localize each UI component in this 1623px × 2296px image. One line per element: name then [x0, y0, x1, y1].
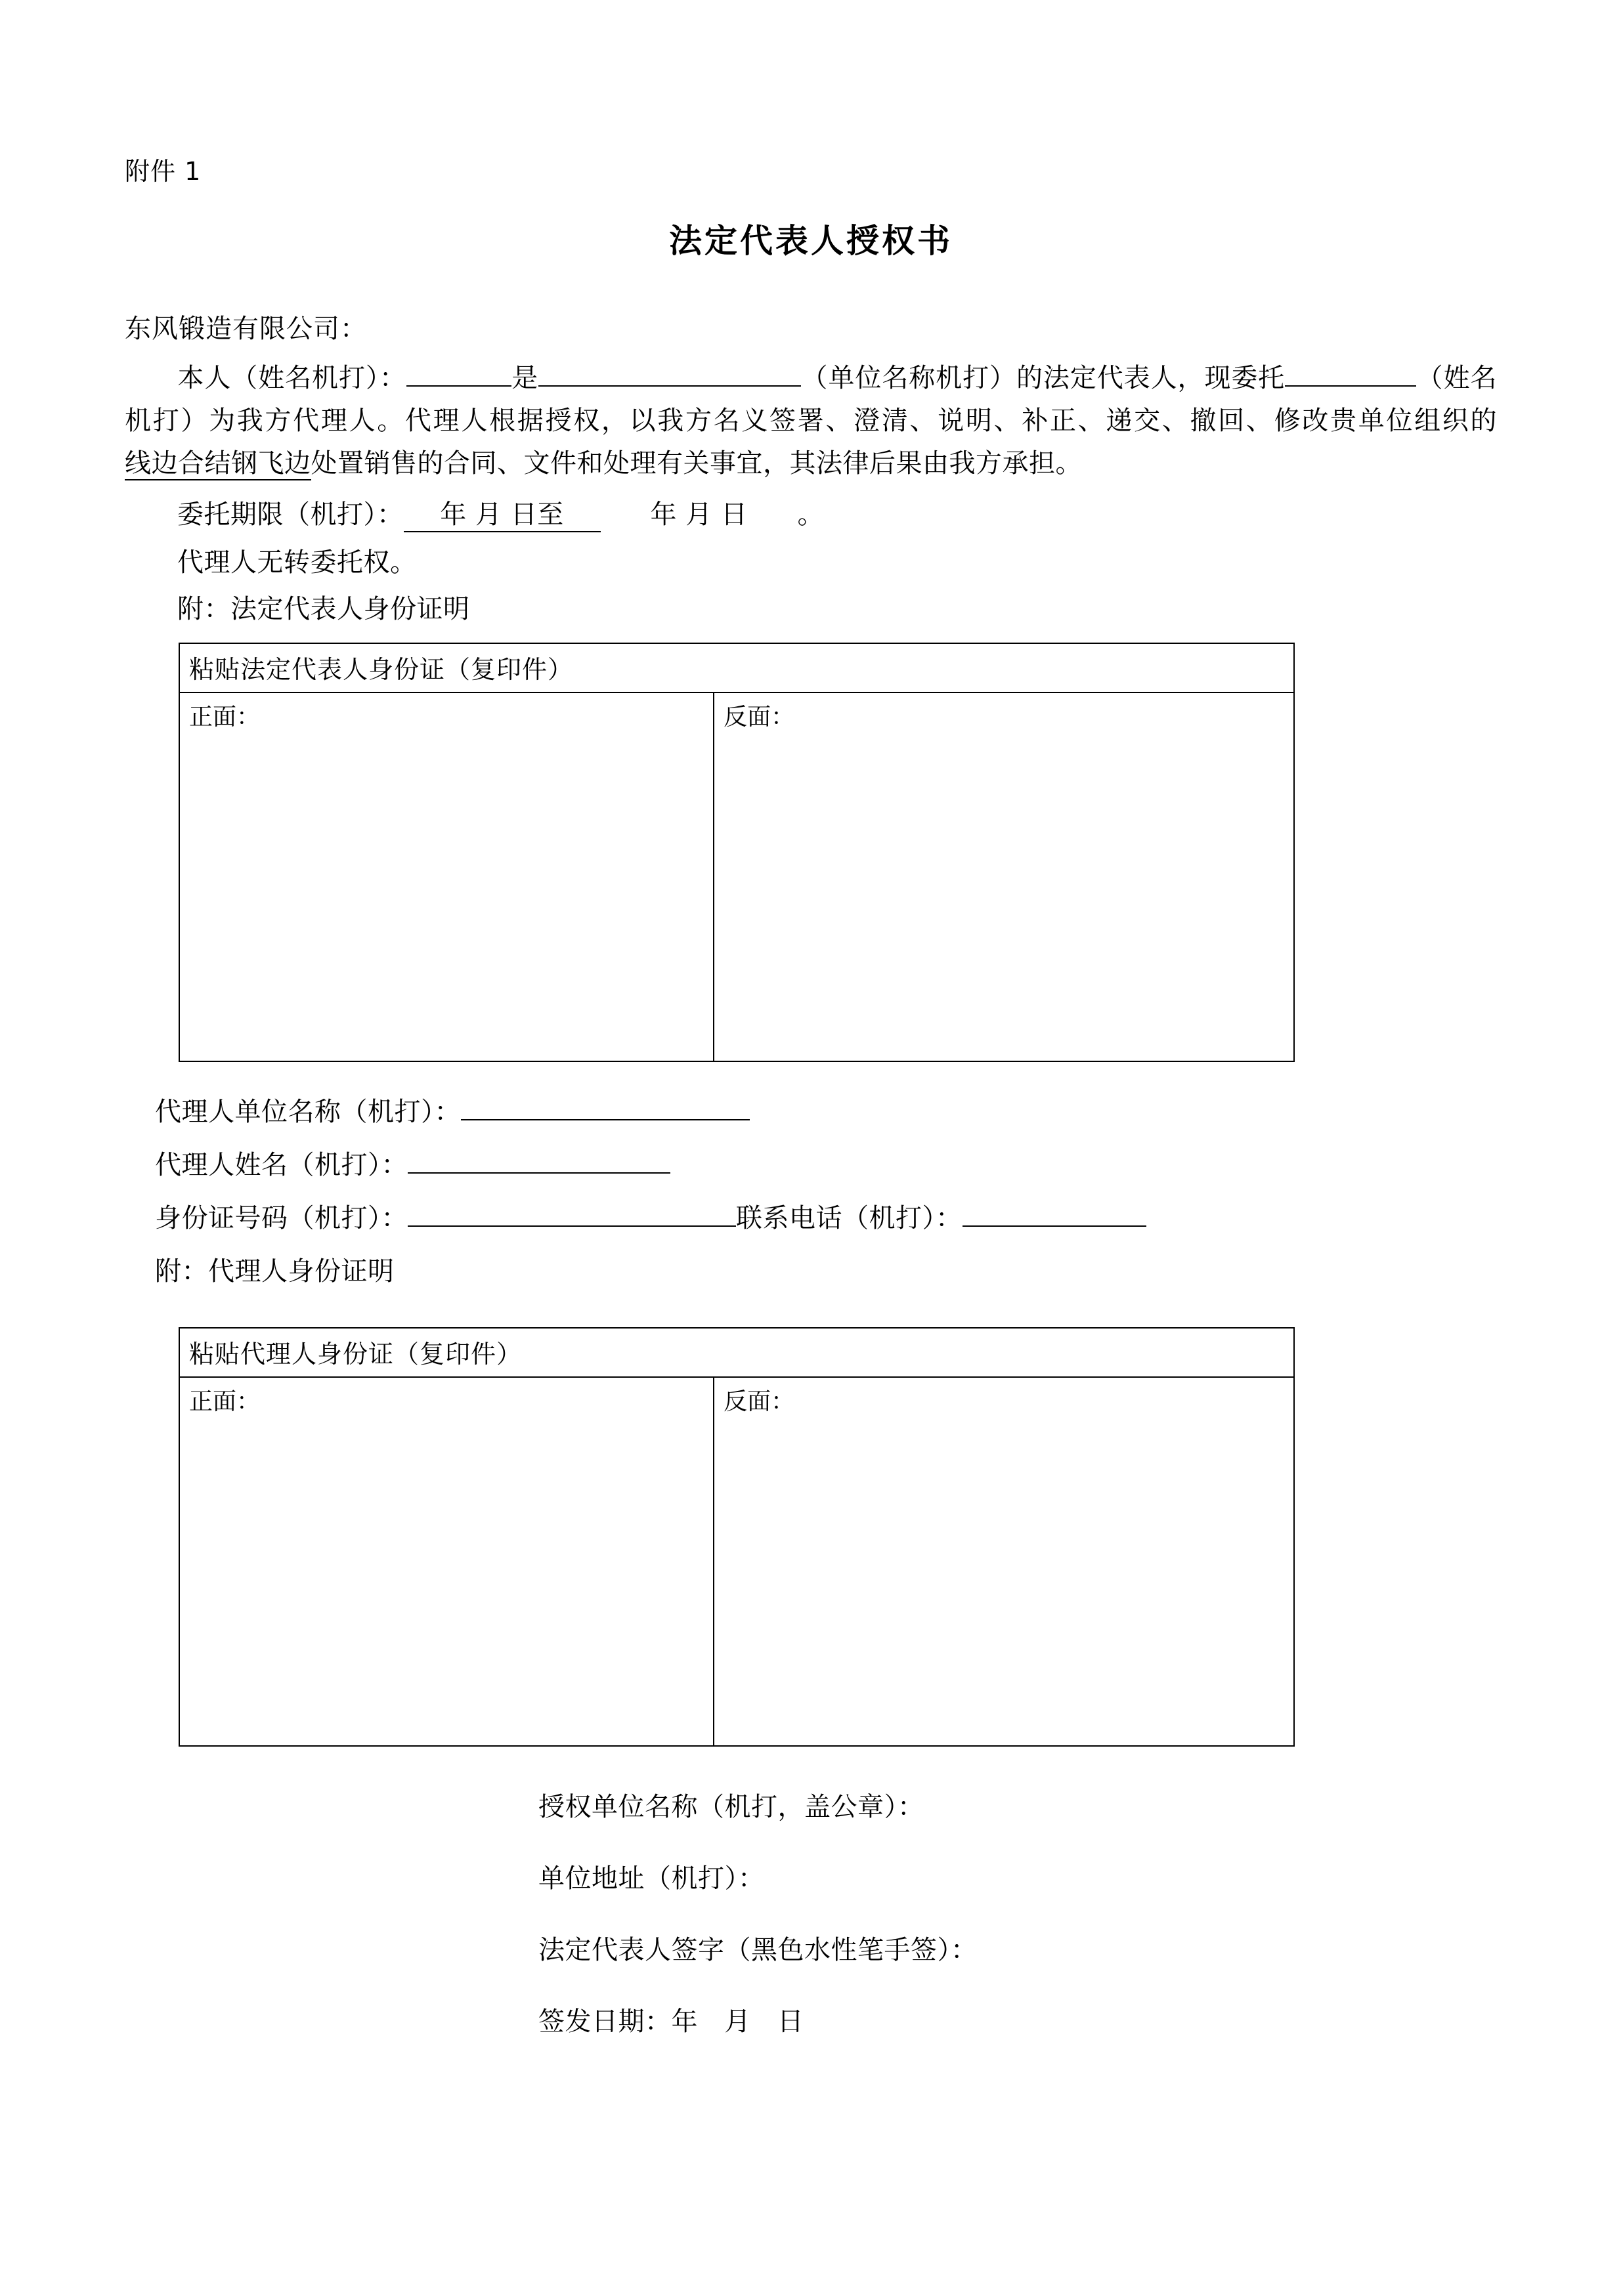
agent-id-paste-box	[179, 1327, 1295, 1747]
legal-rep-signature-line: 法定代表人签字（黑色水性笔手签）：	[538, 1935, 978, 1966]
agent-id-front-label: 正面：	[189, 1388, 261, 1416]
agent-company-input[interactable]	[461, 1119, 750, 1120]
para-after-blank3: （姓名机打）为我方代理人。代理人根据授权，以我方名义签署、澄清、说明、补正、递交、撤回、修改贵单位组织的	[125, 363, 1498, 436]
company-name-blank-input[interactable]	[538, 385, 801, 387]
addressee: 东风锻造有限公司：	[125, 314, 367, 344]
issue-date-line	[538, 2001, 1497, 2038]
legal-rep-id-paste-box	[179, 643, 1295, 1062]
agent-name-input[interactable]	[408, 1172, 670, 1174]
attach-agent-text: 附：代理人身份证明	[155, 1256, 395, 1287]
agent-id-front-cell[interactable]	[180, 1378, 714, 1745]
attach-agent-line	[155, 1250, 1497, 1288]
agent-id-label: 身份证号码（机打）：	[155, 1203, 408, 1234]
name-blank-input[interactable]	[406, 385, 511, 387]
term-start-input[interactable]: 年 月 日至	[404, 494, 601, 532]
signature-block	[538, 1786, 1497, 2038]
para-after-blank2: （单位名称机打）的法定代表人，现委托	[801, 363, 1286, 393]
no-subdelegate-line	[125, 542, 1497, 579]
page-title: 法定代表人授权书	[669, 222, 953, 260]
legal-rep-id-back-cell[interactable]	[714, 693, 1293, 1061]
attach-legal-rep-text: 附：法定代表人身份证明	[177, 594, 470, 625]
unit-address-line: 单位地址（机打）：	[538, 1863, 765, 1894]
agent-name-field	[155, 1144, 1497, 1181]
agent-name-label: 代理人姓名（机打）：	[155, 1150, 408, 1181]
agent-id-back-cell[interactable]	[714, 1378, 1293, 1745]
legal-rep-id-front-cell[interactable]	[180, 693, 714, 1061]
term-label: 委托期限（机打）：	[177, 500, 404, 530]
term-period: 。	[797, 500, 824, 530]
agent-id-box-columns	[180, 1378, 1293, 1745]
agent-company-field	[155, 1091, 1497, 1128]
agent-id-phone-field	[155, 1197, 1497, 1235]
agent-phone-label: 联系电话（机打）：	[736, 1203, 963, 1234]
authorization-paragraph	[125, 357, 1497, 484]
legal-rep-id-front-label: 正面：	[189, 704, 261, 731]
agent-id-input[interactable]	[408, 1225, 736, 1227]
subject-underlined: 线边合结钢飞边	[125, 448, 311, 480]
issue-date-label: 签发日期：	[538, 2007, 672, 2037]
agent-phone-input[interactable]	[963, 1225, 1146, 1227]
term-line	[125, 494, 1497, 532]
legal-rep-id-box-columns	[180, 693, 1293, 1061]
term-end-input[interactable]: 年 月 日	[650, 500, 748, 530]
legal-rep-id-box-title: 粘贴法定代表人身份证（复印件）	[180, 644, 1293, 693]
agent-id-back-label: 反面：	[724, 1388, 795, 1416]
document-sheet	[125, 151, 1497, 2072]
authorizing-unit-name-line: 授权单位名称（机打，盖公章）：	[538, 1792, 924, 1823]
issue-date-value[interactable]: 年 月 日	[671, 2007, 813, 2037]
agent-info-fields	[155, 1091, 1497, 1288]
agent-name-blank-input[interactable]	[1285, 385, 1416, 387]
no-subdelegate-text: 代理人无转委托权。	[177, 547, 417, 578]
para-lead: 本人（姓名机打）：	[177, 363, 406, 393]
legal-rep-id-back-label: 反面：	[724, 704, 795, 731]
agent-id-box-title: 粘贴代理人身份证（复印件）	[180, 1329, 1293, 1378]
para-tail: 处置销售的合同、文件和处理有关事宜，其法律后果由我方承担。	[311, 448, 1082, 478]
para-after-blank1: 是	[511, 363, 539, 393]
attachment-label: 附件 1	[125, 157, 202, 186]
agent-company-label: 代理人单位名称（机打）：	[155, 1097, 461, 1128]
attach-legal-rep-line	[125, 588, 1497, 626]
